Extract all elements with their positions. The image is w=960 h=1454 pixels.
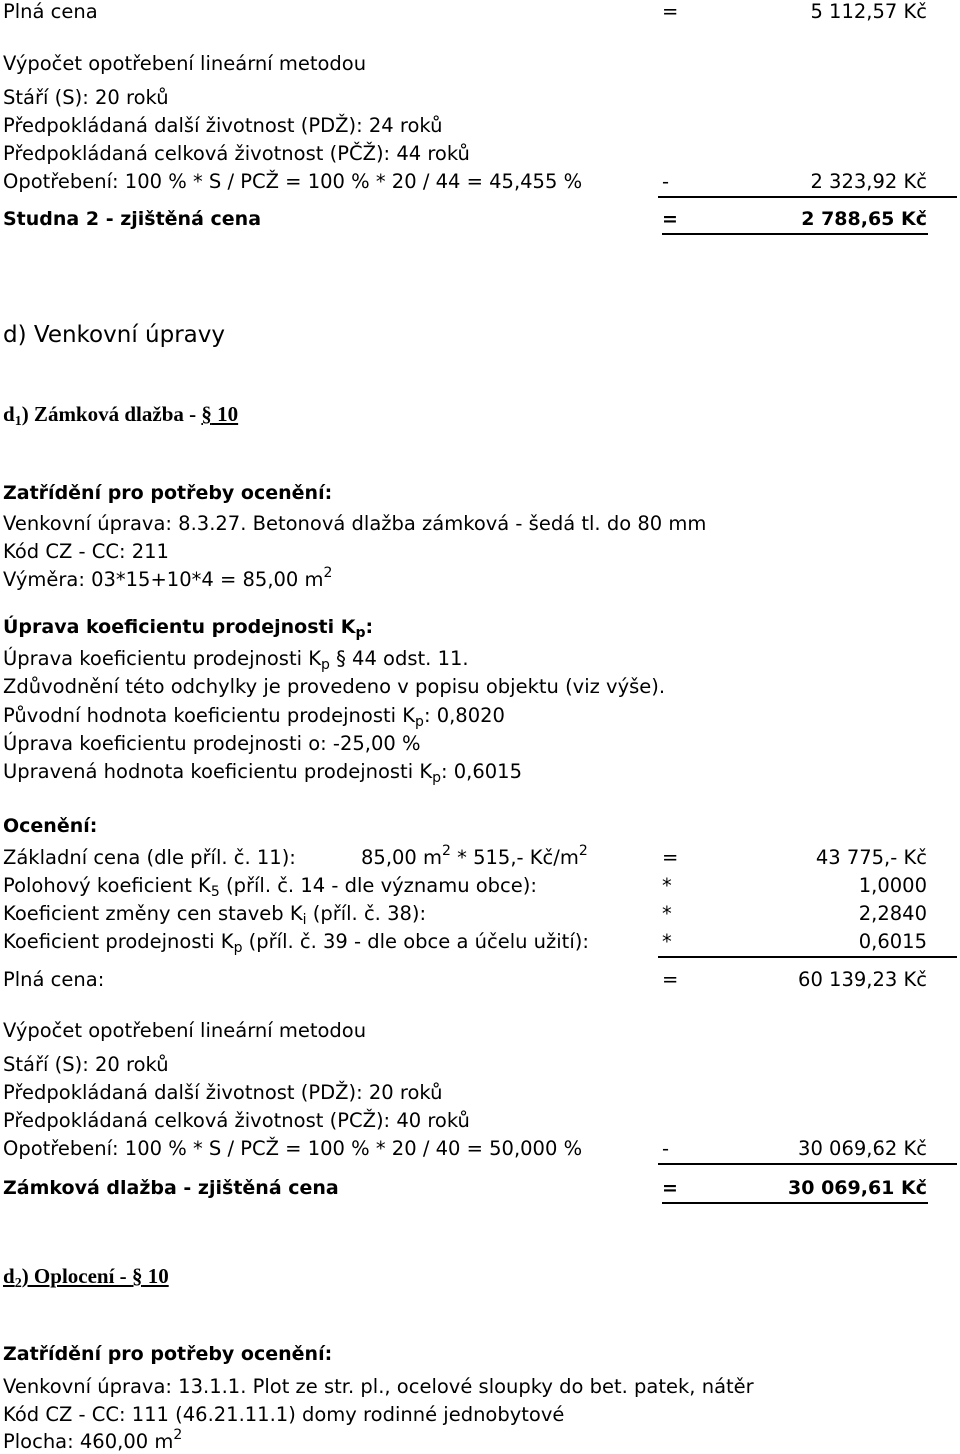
vymera-text: Výměra: 03*15+10*4 = 85,00 m [3, 568, 324, 591]
subtotal-rule [658, 196, 957, 198]
d1-stari-line: Stáří (S): 20 roků [3, 1053, 169, 1076]
d1-vymera-line [3, 565, 333, 592]
d1-paragraph-sign: § [201, 402, 212, 426]
kp-line-3 [3, 704, 505, 728]
section-heading: d) Venkovní úpravy [3, 322, 225, 348]
koef-zmeny-value: 2,2840 [858, 902, 927, 925]
polohovy-rest: (příl. č. 14 - dle významu obce): [219, 874, 537, 897]
oceneni-title: Ocenění: [3, 815, 98, 837]
koef-prodejnosti-operator: * [662, 930, 672, 953]
d2-zatrideni-title: Zatřídění pro potřeby ocenění: [3, 1343, 333, 1365]
d2-title: ) Oplocení - [21, 1264, 132, 1288]
d1-plna-cena-label: Plná cena: [3, 968, 105, 991]
zakladni-cena-label: Základní cena (dle příl. č. 11): [3, 846, 296, 869]
opotrebeni-value: 2 323,92 Kč [810, 170, 927, 193]
kp-title-text: Úprava koeficientu prodejnosti K [3, 616, 356, 638]
studna-result-operator: = [662, 208, 678, 230]
d1-result-operator: = [662, 1177, 678, 1199]
d1-title: ) Zámková dlažba - [21, 402, 202, 426]
subtotal-rule [658, 956, 957, 958]
zakladni-calc-price: * 515,- Kč/m [450, 846, 579, 869]
koef-prodejnosti-text: Koeficient prodejnosti K [3, 930, 234, 953]
plocha-superscript: 2 [173, 1427, 183, 1443]
d1-pcz-line: Předpokládaná celková životnost (PCŽ): 40 roků [3, 1109, 470, 1132]
kp-line-5-text: Upravená hodnota koeficientu prodejnosti K [3, 760, 433, 783]
kp-title-colon: : [365, 616, 374, 638]
result-underline [662, 1202, 928, 1204]
koef-prodejnosti-rest: (příl. č. 39 - dle obce a účelu užití): [242, 930, 589, 953]
koef-zmeny-operator: * [662, 902, 672, 925]
plna-cena-label: Plná cena [3, 0, 98, 23]
opotrebeni-operator: - [662, 170, 670, 193]
polohovy-value: 1,0000 [858, 874, 927, 897]
studna-result-value: 2 788,65 Kč [801, 208, 927, 230]
zakladni-calc-area: 85,00 m [361, 846, 443, 869]
zakladni-cena-operator: = [662, 846, 679, 869]
d2-letter: d [3, 1264, 15, 1288]
d1-opotrebeni-formula: Opotřebení: 100 % * S / PCŽ = 100 % * 20 / 40 = 50,000 % [3, 1137, 583, 1160]
vymera-superscript: 2 [323, 565, 333, 581]
plna-cena-value: 5 112,57 Kč [810, 0, 927, 23]
stari-line: Stáří (S): 20 roků [3, 86, 169, 109]
d1-opotrebeni-title: Výpočet opotřebení lineární metodou [3, 1019, 367, 1042]
d1-result-value: 30 069,61 Kč [788, 1177, 927, 1199]
polohovy-subscript: 5 [210, 884, 220, 900]
zakladni-cena-calc [361, 843, 588, 870]
d1-kod-line: Kód CZ - CC: 211 [3, 540, 169, 563]
d1-zatrideni-title: Zatřídění pro potřeby ocenění: [3, 482, 333, 504]
d1-uprava-line: Venkovní úprava: 8.3.27. Betonová dlažba zámková - šedá tl. do 80 mm [3, 512, 707, 535]
kp-line-3-subscript: p [415, 714, 424, 730]
d1-paragraph-number: 10 [211, 402, 239, 426]
opotrebeni-formula: Opotřebení: 100 % * S / PCŽ = 100 % * 20 / 44 = 45,455 % [3, 170, 583, 193]
zakladni-calc-sup2: 2 [578, 843, 588, 859]
d2-subscript: 2 [14, 1276, 22, 1291]
kp-title [3, 615, 373, 639]
d1-opotrebeni-operator: - [662, 1137, 670, 1160]
koef-prodejnosti-label [3, 930, 589, 954]
subtotal-rule [658, 1163, 957, 1165]
kp-line-1-subscript: p [321, 657, 330, 673]
kp-line-1-paragraph: § [336, 647, 346, 670]
kp-line-5 [3, 760, 522, 784]
d1-pdz-line: Předpokládaná další životnost (PDŽ): 20 roků [3, 1081, 443, 1104]
d2-paragraph-sign: § [131, 1264, 143, 1288]
d2-paragraph-number: 10 [142, 1264, 169, 1288]
studna-result-label: Studna 2 - zjištěná cena [3, 208, 262, 230]
polohovy-operator: * [662, 874, 672, 897]
plocha-text: Plocha: 460,00 m [3, 1430, 174, 1453]
kp-line-4: Úprava koeficientu prodejnosti o: -25,00 % [3, 732, 421, 755]
pcz-line: Předpokládaná celková životnost (PČŽ): 44 roků [3, 142, 470, 165]
d2-plocha-line [3, 1427, 183, 1454]
d1-heading [3, 402, 239, 429]
d1-letter: d [3, 402, 15, 426]
zakladni-calc-sup1: 2 [442, 843, 451, 859]
d1-opotrebeni-value: 30 069,62 Kč [798, 1137, 927, 1160]
plna-cena-operator: = [662, 0, 679, 23]
d1-plna-cena-operator: = [662, 968, 679, 991]
koef-zmeny-rest: (příl. č. 38): [306, 902, 427, 925]
d2-heading [3, 1264, 169, 1291]
kp-line-3-rest: : 0,8020 [423, 704, 505, 727]
koef-prodejnosti-subscript: p [233, 940, 243, 956]
polohovy-text: Polohový koeficient K [3, 874, 211, 897]
d2-uprava-line: Venkovní úprava: 13.1.1. Plot ze str. pl., ocelové sloupky do bet. patek, nátěr [3, 1375, 754, 1398]
kp-line-1 [3, 647, 469, 671]
kp-line-5-rest: : 0,6015 [441, 760, 522, 783]
pdz-line: Předpokládaná další životnost (PDŽ): 24 roků [3, 114, 443, 137]
koef-zmeny-label [3, 902, 426, 926]
d2-kod-line: Kód CZ - CC: 111 (46.21.11.1) domy rodinné jednobytové [3, 1403, 565, 1426]
kp-line-2: Zdůvodnění této odchylky je provedeno v popisu objektu (viz výše). [3, 675, 666, 698]
result-underline [662, 233, 928, 235]
koef-zmeny-text: Koeficient změny cen staveb K [3, 902, 303, 925]
d1-result-label: Zámková dlažba - zjištěná cena [3, 1177, 339, 1199]
kp-line-5-subscript: p [432, 770, 441, 786]
kp-line-3-text: Původní hodnota koeficientu prodejnosti K [3, 704, 416, 727]
kp-line-1-rest: 44 odst. 11. [345, 647, 469, 670]
polohovy-koeficient-label [3, 874, 537, 898]
kp-line-1-text: Úprava koeficientu prodejnosti K [3, 647, 321, 670]
opotrebeni-title: Výpočet opotřebení lineární metodou [3, 52, 367, 75]
koef-prodejnosti-value: 0,6015 [858, 930, 927, 953]
d1-subscript: 1 [14, 414, 22, 429]
kp-title-subscript: p [355, 625, 366, 641]
zakladni-cena-value: 43 775,- Kč [815, 846, 927, 869]
koef-zmeny-subscript: i [302, 912, 307, 928]
d1-plna-cena-value: 60 139,23 Kč [798, 968, 927, 991]
